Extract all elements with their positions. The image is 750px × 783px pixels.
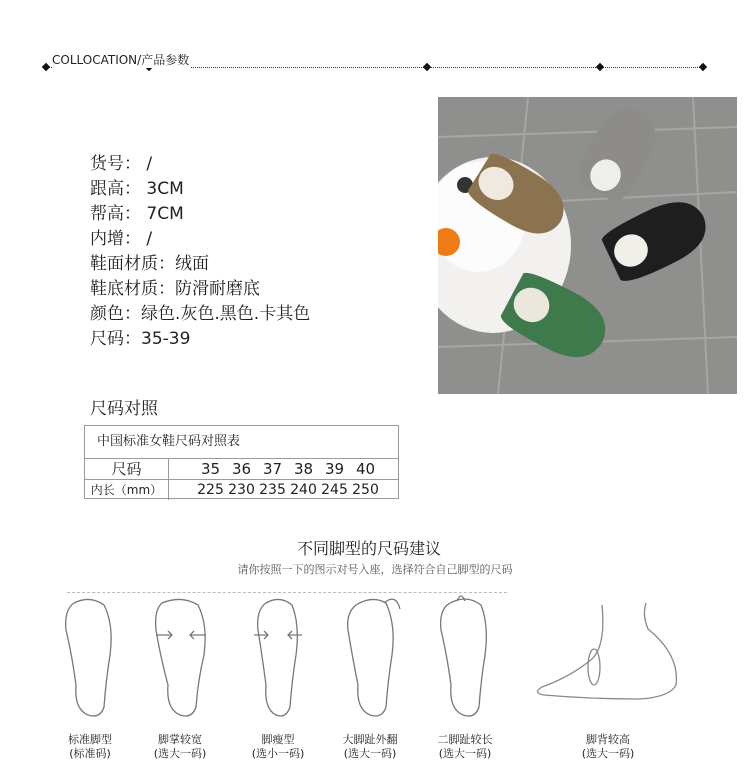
foot-guide-title: 不同脚型的尺码建议 xyxy=(296,539,441,558)
high-instep-icon xyxy=(530,595,700,720)
spec-sole-material: 鞋底材质：防滑耐磨底 xyxy=(90,279,260,299)
spec-upper-height: 帮高： 7CM xyxy=(90,204,184,224)
divider-diamond xyxy=(699,63,707,71)
table-cell: 230 xyxy=(228,482,255,498)
table-cell: 37 xyxy=(262,460,283,478)
row-label-size: 尺码 xyxy=(85,459,169,479)
table-cell: 39 xyxy=(324,460,345,478)
table-cell: 38 xyxy=(293,460,314,478)
spec-inner-lift: 内增： / xyxy=(90,229,153,249)
foot-type-advice: (标准码) xyxy=(69,747,111,760)
table-cell: 36 xyxy=(231,460,252,478)
product-photo xyxy=(438,97,737,394)
foot-type-advice: (选大一码) xyxy=(438,747,492,760)
table-cell: 250 xyxy=(352,482,379,498)
foot-type-caption xyxy=(233,733,323,761)
product-specs xyxy=(90,152,310,352)
spec-colors: 颜色：绿色.灰色.黑色.卡其色 xyxy=(90,304,311,324)
table-cell: 245 xyxy=(321,482,348,498)
foot-type-caption xyxy=(135,733,225,761)
foot-type-advice: (选大一码) xyxy=(581,747,635,760)
divider-diamond xyxy=(423,63,431,71)
foot-type-name: 大脚趾外翻 xyxy=(342,733,398,746)
section-title: COLLOCATION/产品参数 xyxy=(52,53,190,67)
divider-diamond xyxy=(596,63,604,71)
foot-type-advice: (选大一码) xyxy=(153,747,207,760)
table-cell: 40 xyxy=(355,460,376,478)
spec-heel-height: 跟高： 3CM xyxy=(90,179,184,199)
table-row xyxy=(85,459,398,480)
foot-type-name: 脚瘦型 xyxy=(261,733,295,746)
foot-type-caption xyxy=(325,733,415,761)
foot-type-name: 标准脚型 xyxy=(68,733,112,746)
foot-type-name: 二脚趾较长 xyxy=(437,733,493,746)
long-second-toe-icon xyxy=(435,595,495,720)
table-cell: 240 xyxy=(290,482,317,498)
size-table-caption: 中国标准女鞋尺码对照表 xyxy=(85,426,398,459)
divider-diamond xyxy=(42,63,50,71)
foot-guide-subtitle: 请你按照一下的图示对号入座，选择符合自己脚型的尺码 xyxy=(237,563,513,576)
bunion-foot-icon xyxy=(340,595,402,720)
spec-sizes: 尺码：35-39 xyxy=(90,329,191,349)
table-row xyxy=(85,480,398,500)
table-cell: 225 xyxy=(197,482,224,498)
foot-type-caption xyxy=(420,733,510,761)
row-label-length: 内长（mm） xyxy=(85,480,169,500)
size-table xyxy=(84,425,399,499)
foot-type-advice: (选大一码) xyxy=(343,747,397,760)
narrow-foot-icon xyxy=(250,595,308,720)
foot-type-name: 脚背较高 xyxy=(586,733,630,746)
foot-type-caption xyxy=(563,733,653,761)
table-cell: 35 xyxy=(200,460,221,478)
spec-upper-material: 鞋面材质：绒面 xyxy=(90,254,209,274)
table-cell: 235 xyxy=(259,482,286,498)
foot-type-caption xyxy=(45,733,135,761)
spec-item-no: 货号： / xyxy=(90,154,153,174)
size-chart-title: 尺码对照 xyxy=(90,399,158,419)
foot-type-advice: (选小一码) xyxy=(251,747,305,760)
foot-type-name: 脚掌较宽 xyxy=(158,733,202,746)
guide-divider xyxy=(67,592,507,593)
standard-foot-icon xyxy=(60,595,120,720)
wide-foot-icon xyxy=(150,595,212,720)
